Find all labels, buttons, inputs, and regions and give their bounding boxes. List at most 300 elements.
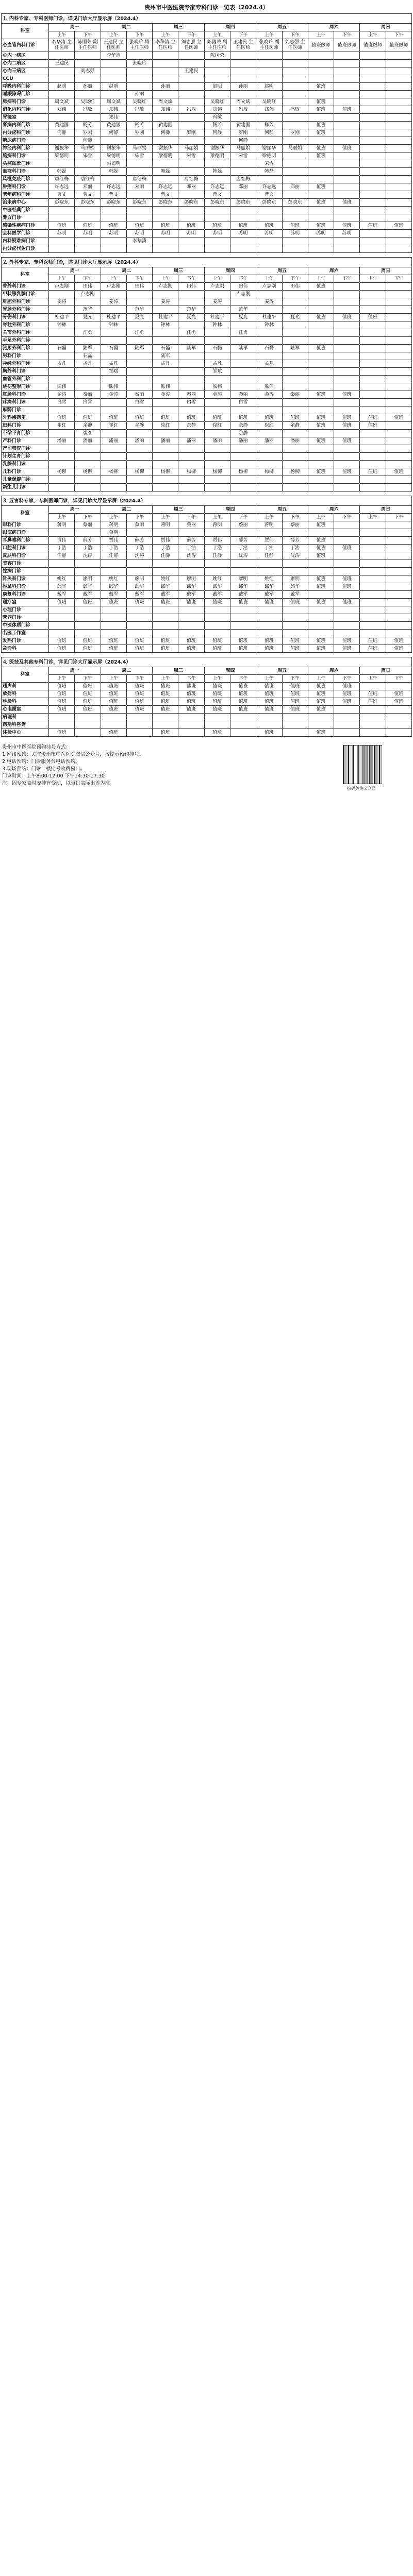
schedule-cell [360,391,386,399]
schedule-cell [204,529,230,537]
schedule-cell [360,345,386,352]
table-row [2,39,412,52]
schedule-cell [282,399,308,406]
schedule-cell [360,245,386,253]
schedule-cell [204,91,230,98]
day-header: 周四 [204,24,256,31]
schedule-cell: 值班 [308,122,334,129]
table-row [2,583,412,591]
schedule-cell: 值班 [360,314,386,321]
schedule-cell: 值班 [178,645,204,653]
schedule-cell [360,437,386,445]
schedule-cell [308,614,334,622]
schedule-cell [334,453,360,461]
schedule-cell [49,337,75,345]
schedule-cell [49,368,75,376]
schedule-cell [126,291,152,298]
schedule-cell: 苏明 [153,230,178,238]
schedule-cell [334,484,360,492]
table-row [2,698,412,706]
schedule-cell: 值班 [308,106,334,114]
schedule-cell [256,137,282,145]
schedule-cell [49,445,75,453]
schedule-cell: 黄建国 [49,122,75,129]
schedule-cell [230,484,256,492]
schedule-cell: 冯敏 [178,106,204,114]
schedule-cell [230,160,256,168]
dept-name: 脊柱外科门诊 [2,321,49,329]
schedule-cell [334,98,360,106]
dept-column-header: 科室 [2,667,49,683]
day-header: 周一 [49,506,101,514]
schedule-cell: 杨柳 [230,468,256,476]
schedule-cell [256,352,282,360]
schedule-cell [126,453,152,461]
schedule-cell: 刘志强 主任医师 [178,39,204,52]
schedule-cell [178,714,204,721]
schedule-cell [126,352,152,360]
schedule-cell: 孟凡 [101,360,126,368]
qr-code-icon[interactable] [343,745,382,784]
schedule-cell [334,552,360,560]
schedule-cell: 梁德明 [256,152,282,160]
dept-name: 儿童保健门诊 [2,476,49,484]
table-row [2,591,412,599]
schedule-cell: 任静 [256,552,282,560]
table-row [2,690,412,698]
schedule-cell: 值班 [256,414,282,422]
schedule-cell: 值班 [360,698,386,706]
schedule-cell: 马丽娟 [126,145,152,152]
schedule-cell: 郑伟 [101,114,126,122]
schedule-cell [49,606,75,614]
schedule-cell [282,476,308,484]
schedule-cell: 丁浩 [178,545,204,552]
schedule-cell: 沈涛 [178,552,204,560]
schedule-cell [178,729,204,737]
schedule-cell: 郑伟 [256,106,282,114]
footer-line: 2.电话预约：门诊服务台电话预约。 [2,759,80,765]
schedule-cell [153,75,178,83]
schedule-cell [386,484,411,492]
schedule-cell [334,529,360,537]
schedule-cell [49,207,75,214]
page-title: 贵州市中医医院专家专科门诊一览表（2024.4） [144,4,269,11]
am-header: 上午 [360,675,386,683]
schedule-cell: 值班 [75,645,101,653]
schedule-cell [230,114,256,122]
am-header: 上午 [153,275,178,283]
schedule-cell: 丁浩 [230,545,256,552]
schedule-cell: 陆军 [230,345,256,352]
schedule-cell: 孟凡 [153,360,178,368]
schedule-cell [230,476,256,484]
schedule-cell: 蔡丽 [75,521,101,529]
schedule-cell [126,630,152,637]
schedule-cell: 值班 [334,437,360,445]
schedule-cell [308,91,334,98]
schedule-cell [75,461,101,468]
schedule-cell [282,152,308,160]
schedule-cell [256,176,282,183]
day-header: 周六 [308,24,360,31]
dept-name: 检验科 [2,698,49,706]
schedule-cell: 田伟 [282,283,308,291]
table-row [2,606,412,614]
schedule-cell: 唐红梅 [126,176,152,183]
schedule-cell: 孙丽 [75,83,101,91]
schedule-cell: 陈国荣 副主任医师 [204,39,230,52]
schedule-cell: 戴军 [256,591,282,599]
schedule-cell: 值班 [178,637,204,645]
am-header: 上午 [204,31,230,39]
schedule-cell [282,114,308,122]
schedule-cell [282,560,308,568]
schedule-cell [308,168,334,176]
schedule-cell [126,461,152,468]
schedule-cell: 韩磊 [153,168,178,176]
schedule-cell: 值班 [334,583,360,591]
schedule-cell [75,207,101,214]
schedule-cell [230,560,256,568]
pm-header: 下午 [178,514,204,521]
schedule-cell: 戴军 [101,591,126,599]
schedule-cell [153,207,178,214]
schedule-cell [49,114,75,122]
schedule-cell: 苏明 [75,230,101,238]
schedule-cell [204,622,230,630]
schedule-cell: 值班 [256,222,282,230]
schedule-cell: 值班 [308,222,334,230]
schedule-cell: 梁德明 [101,160,126,168]
schedule-cell: 杨柳 [153,468,178,476]
schedule-cell: 潘丽 [75,437,101,445]
schedule-cell [153,114,178,122]
schedule-cell [178,453,204,461]
dept-name: 肛肠科门诊 [2,391,49,399]
schedule-cell [386,622,411,630]
schedule-cell: 值班 [308,83,334,91]
schedule-cell [101,484,126,492]
schedule-cell: 彭晓东 [256,199,282,207]
dept-name: 名医工作室 [2,630,49,637]
table-row [2,83,412,91]
schedule-cell: 值班 [308,537,334,545]
dept-name: 血液科门诊 [2,168,49,176]
schedule-cell: 廖明 [282,575,308,583]
schedule-cell: 石磊 [49,345,75,352]
schedule-cell [126,368,152,376]
schedule-cell [153,137,178,145]
schedule-cell: 姚红 [49,575,75,583]
day-header: 周六 [308,667,360,675]
schedule-cell [75,91,101,98]
schedule-cell [126,83,152,91]
schedule-table-2 [1,257,412,492]
schedule-cell [178,368,204,376]
schedule-cell [49,75,75,83]
schedule-cell: 马丽娟 [230,145,256,152]
schedule-cell [178,614,204,622]
schedule-cell: 值班 [75,599,101,606]
schedule-cell [126,160,152,168]
schedule-cell [230,75,256,83]
table-row [2,521,412,529]
schedule-cell: 邱华 [49,583,75,591]
schedule-cell [230,214,256,222]
schedule-cell: 值班 [308,690,334,698]
schedule-cell: 韩磊 [256,168,282,176]
dept-name: 麻醉门诊 [2,406,49,414]
schedule-cell: 邱华 [282,583,308,591]
schedule-cell [49,291,75,298]
schedule-cell: 邱华 [204,583,230,591]
footer-line: 贵州市中医医院预约挂号方式： [2,744,71,750]
dept-name: 理疗室 [2,599,49,606]
pm-header: 下午 [386,675,411,683]
schedule-cell: 杨芳 [256,122,282,129]
schedule-cell [153,714,178,721]
schedule-cell: 值班 [49,645,75,653]
schedule-cell [282,376,308,383]
schedule-cell: 苏明 [282,230,308,238]
table-row [2,152,412,160]
schedule-cell: 宋雪 [75,152,101,160]
schedule-cell [153,368,178,376]
schedule-cell: 曹文 [75,191,101,199]
schedule-cell [386,352,411,360]
schedule-cell [178,383,204,391]
pm-header: 下午 [282,31,308,39]
week-header-row [2,267,412,275]
am-header: 上午 [204,275,230,283]
schedule-cell: 值班 [308,552,334,560]
schedule-cell: 杨芳 [204,122,230,129]
schedule-cell [178,461,204,468]
dept-name: 皮肤科门诊 [2,552,49,560]
dept-name: 老年病科门诊 [2,191,49,199]
schedule-cell: 戴军 [49,591,75,599]
schedule-cell: 姚红 [101,575,126,583]
schedule-cell: 彭晓东 [153,199,178,207]
schedule-cell [49,430,75,437]
schedule-cell: 值班 [308,645,334,653]
schedule-cell [49,306,75,314]
schedule-cell [178,476,204,484]
am-header: 上午 [49,514,75,521]
schedule-cell: 杨柳 [101,468,126,476]
schedule-cell: 苏明 [126,230,152,238]
schedule-cell [386,521,411,529]
schedule-cell [360,575,386,583]
schedule-cell: 周文斌 [49,98,75,106]
schedule-cell: 邓丽 [178,183,204,191]
schedule-cell [49,622,75,630]
schedule-cell: 唐红梅 [230,176,256,183]
schedule-cell [178,75,204,83]
schedule-cell: 范华 [230,306,256,314]
schedule-cell: 宋雪 [126,152,152,160]
schedule-cell [308,560,334,568]
schedule-cell: 值班 [308,637,334,645]
schedule-cell [153,291,178,298]
schedule-cell [126,75,152,83]
schedule-cell: 秦丽 [282,391,308,399]
schedule-cell [230,445,256,453]
schedule-cell [386,545,411,552]
day-header: 周三 [153,24,205,31]
schedule-cell: 姜涛 [101,298,126,306]
schedule-cell: 姜涛 [153,298,178,306]
dept-name: 内分泌科门诊 [2,129,49,137]
footer-line: 3.现场预约：门诊一楼挂号收费窗口。 [2,766,86,772]
table-row [2,721,412,729]
schedule-cell [282,352,308,360]
schedule-cell [256,560,282,568]
schedule-cell: 罗刚 [75,129,101,137]
schedule-cell: 何静 [49,129,75,137]
schedule-cell [49,484,75,492]
dept-name: 美容门诊 [2,560,49,568]
schedule-cell [230,568,256,575]
day-header: 周五 [256,267,308,275]
schedule-cell [75,484,101,492]
schedule-cell: 黄建国 [153,122,178,129]
schedule-cell: 值班 [308,314,334,321]
table-row [2,729,412,737]
schedule-cell [101,406,126,414]
schedule-cell: 值班 [308,575,334,583]
pm-header: 下午 [386,31,411,39]
schedule-cell [101,560,126,568]
schedule-cell: 值班 [204,729,230,737]
schedule-cell: 范华 [178,306,204,314]
schedule-cell: 余静 [126,422,152,430]
am-header: 上午 [360,275,386,283]
table-row [2,461,412,468]
schedule-cell [282,337,308,345]
schedule-cell: 值班 [334,545,360,552]
dept-name: 关节外科门诊 [2,329,49,337]
pm-header: 下午 [75,675,101,683]
schedule-cell: 值班 [153,690,178,698]
schedule-cell [230,383,256,391]
day-header: 周一 [49,24,101,31]
schedule-cell [153,52,178,60]
schedule-cell [308,207,334,214]
schedule-cell [308,176,334,183]
schedule-cell: 丁浩 [282,545,308,552]
schedule-cell [282,176,308,183]
schedule-cell [126,568,152,575]
schedule-cell: 刘志强 主任医师 [282,39,308,52]
schedule-cell [360,106,386,114]
schedule-cell [360,721,386,729]
schedule-cell [360,214,386,222]
schedule-cell: 杜建平 [256,314,282,321]
table-row [2,545,412,552]
schedule-cell: 值班 [308,391,334,399]
schedule-cell: 戴军 [178,591,204,599]
schedule-cell [126,406,152,414]
schedule-cell [308,476,334,484]
schedule-cell [386,214,411,222]
schedule-cell [230,321,256,329]
schedule-cell: 崔红 [75,430,101,437]
schedule-cell [360,199,386,207]
ampm-header-row [2,514,412,521]
schedule-cell [360,207,386,214]
schedule-cell: 值班 [308,98,334,106]
schedule-cell: 秦丽 [75,391,101,399]
schedule-cell [334,83,360,91]
schedule-cell [386,422,411,430]
schedule-cell: 田伟 [75,283,101,291]
schedule-cell: 值班 [126,690,152,698]
table-row [2,430,412,437]
schedule-cell: 夏光 [230,314,256,321]
schedule-cell [126,383,152,391]
day-header: 周三 [153,506,205,514]
schedule-cell [308,238,334,245]
schedule-cell: 薛芳 [230,537,256,545]
dept-name: 儿科门诊 [2,468,49,476]
schedule-cell: 值班 [360,645,386,653]
schedule-cell: 值班 [49,222,75,230]
schedule-cell [360,176,386,183]
schedule-cell [49,461,75,468]
schedule-cell: 何静 [204,129,230,137]
schedule-cell [230,714,256,721]
schedule-cell: 潘丽 [126,437,152,445]
schedule-cell: 值班 [308,422,334,430]
day-header: 周五 [256,667,308,675]
schedule-cell: 值班 [49,599,75,606]
schedule-cell [126,729,152,737]
schedule-cell [101,337,126,345]
schedule-cell: 值班医师 [360,39,386,52]
schedule-cell [75,406,101,414]
schedule-cell: 值班 [282,414,308,422]
schedule-cell [282,721,308,729]
day-header: 周六 [308,506,360,514]
schedule-cell: 夏光 [126,314,152,321]
schedule-cell: 冯敏 [282,106,308,114]
schedule-cell: 谢振华 [49,145,75,152]
schedule-cell [256,114,282,122]
schedule-cell [386,52,411,60]
schedule-cell [386,176,411,183]
schedule-cell: 值班 [334,575,360,583]
schedule-cell [101,214,126,222]
schedule-cell: 值班 [178,599,204,606]
dept-name: 口腔科门诊 [2,545,49,552]
schedule-cell: 值班 [204,698,230,706]
schedule-cell [308,245,334,253]
am-header: 上午 [308,514,334,521]
schedule-cell: 值班 [204,683,230,690]
schedule-cell [386,337,411,345]
dept-name: 中医体质门诊 [2,622,49,630]
schedule-cell [360,622,386,630]
schedule-cell [334,283,360,291]
schedule-cell [256,238,282,245]
schedule-cell [256,461,282,468]
schedule-cell: 彭晓东 [75,199,101,207]
schedule-cell: 苏明 [101,230,126,238]
schedule-cell [178,52,204,60]
schedule-cell [334,622,360,630]
